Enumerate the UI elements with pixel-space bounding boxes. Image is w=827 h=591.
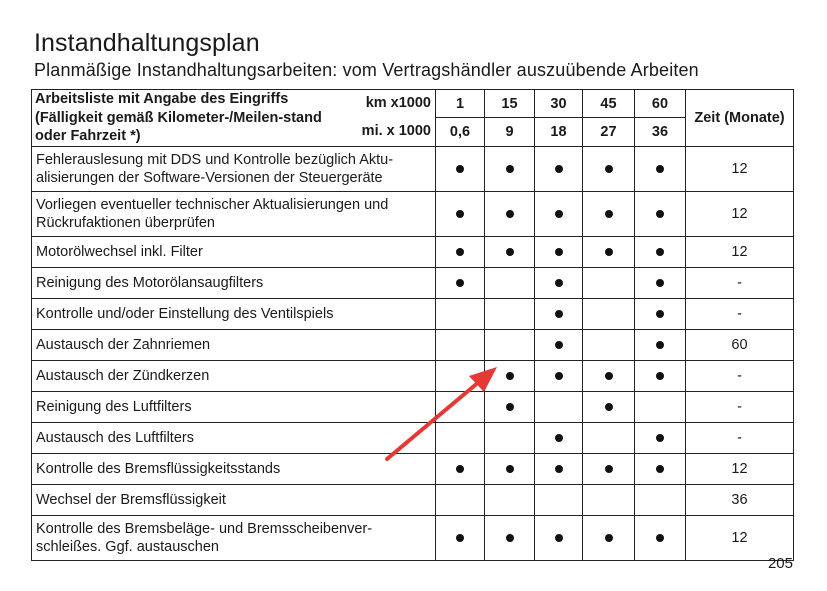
time-months-cell: 12 [686, 236, 794, 267]
interval-cell [635, 391, 686, 422]
table-row [32, 146, 794, 191]
header-description: Arbeitsliste mit Angabe des Eingriffs (Fälligkeit gemäß Kilometer-/Meilen-stand oder Fahrzeit *) [35, 91, 322, 144]
page-subtitle: Planmäßige Instandhaltungsarbeiten: vom Vertragshändler auszuübende Arbeiten [34, 60, 699, 80]
bullet-dot-icon [456, 248, 464, 256]
interval-cell [583, 191, 635, 236]
interval-cell [535, 236, 583, 267]
header-km-label: km x1000 [365, 95, 431, 111]
interval-cell [583, 484, 635, 515]
bullet-dot-icon [656, 534, 664, 542]
time-months-cell: - [686, 391, 794, 422]
bullet-dot-icon [555, 465, 563, 473]
table-row [32, 236, 794, 267]
time-months-cell: 12 [686, 515, 794, 560]
interval-cell [535, 146, 583, 191]
interval-cell [535, 298, 583, 329]
interval-cell [485, 191, 535, 236]
bullet-dot-icon [605, 210, 613, 218]
header-km-value: 15 [485, 90, 535, 118]
header-km-value: 1 [436, 90, 485, 118]
table-row [32, 191, 794, 236]
bullet-dot-icon [506, 465, 514, 473]
interval-cell [485, 422, 535, 453]
interval-cell [535, 422, 583, 453]
interval-cell [635, 146, 686, 191]
interval-cell [583, 453, 635, 484]
interval-cell [485, 298, 535, 329]
time-months-cell: 12 [686, 146, 794, 191]
header-time-label: Zeit (Monate) [686, 90, 794, 147]
interval-cell [535, 391, 583, 422]
table-row [32, 298, 794, 329]
time-months-cell: 60 [686, 329, 794, 360]
task-description: Motorölwechsel inkl. Filter [32, 236, 436, 267]
bullet-dot-icon [555, 372, 563, 380]
bullet-dot-icon [456, 165, 464, 173]
interval-cell [635, 236, 686, 267]
maintenance-table [31, 89, 794, 561]
bullet-dot-icon [605, 248, 613, 256]
interval-cell [436, 267, 485, 298]
task-description: Austausch der Zahnriemen [32, 329, 436, 360]
interval-cell [583, 391, 635, 422]
bullet-dot-icon [555, 279, 563, 287]
interval-cell [436, 360, 485, 391]
bullet-dot-icon [555, 310, 563, 318]
table-row [32, 360, 794, 391]
bullet-dot-icon [456, 465, 464, 473]
task-description: Kontrolle des Bremsflüssigkeitsstands [32, 453, 436, 484]
bullet-dot-icon [555, 534, 563, 542]
header-km-value: 30 [535, 90, 583, 118]
time-months-cell: 12 [686, 453, 794, 484]
bullet-dot-icon [656, 310, 664, 318]
interval-cell [436, 484, 485, 515]
interval-cell [635, 453, 686, 484]
header-km-value: 60 [635, 90, 686, 118]
interval-cell [436, 298, 485, 329]
bullet-dot-icon [555, 210, 563, 218]
bullet-dot-icon [555, 248, 563, 256]
task-description: Reinigung des Luftfilters [32, 391, 436, 422]
table-row [32, 422, 794, 453]
bullet-dot-icon [656, 434, 664, 442]
interval-cell [635, 298, 686, 329]
time-months-cell: - [686, 267, 794, 298]
interval-cell [635, 422, 686, 453]
interval-cell [535, 267, 583, 298]
bullet-dot-icon [506, 534, 514, 542]
task-description: Kontrolle und/oder Einstellung des Ventilspiels [32, 298, 436, 329]
bullet-dot-icon [656, 210, 664, 218]
task-description: Austausch des Luftfilters [32, 422, 436, 453]
table-row [32, 329, 794, 360]
task-description: Fehlerauslesung mit DDS und Kontrolle bezüglich Aktu-alisierungen der Software-Versionen der Steuergeräte [32, 146, 436, 191]
interval-cell [535, 515, 583, 560]
interval-cell [583, 515, 635, 560]
task-description: Austausch der Zündkerzen [32, 360, 436, 391]
header-km-value: 45 [583, 90, 635, 118]
header-mi-value: 0,6 [436, 118, 485, 146]
interval-cell [635, 515, 686, 560]
bullet-dot-icon [656, 372, 664, 380]
bullet-dot-icon [605, 534, 613, 542]
interval-cell [436, 191, 485, 236]
bullet-dot-icon [506, 165, 514, 173]
interval-cell [535, 453, 583, 484]
table-row [32, 515, 794, 560]
bullet-dot-icon [656, 279, 664, 287]
interval-cell [583, 236, 635, 267]
bullet-dot-icon [605, 165, 613, 173]
header-mi-value: 18 [535, 118, 583, 146]
bullet-dot-icon [555, 434, 563, 442]
interval-cell [535, 360, 583, 391]
maintenance-table-body [32, 146, 794, 560]
bullet-dot-icon [656, 248, 664, 256]
header-description-cell [32, 90, 436, 147]
interval-cell [485, 484, 535, 515]
interval-cell [436, 329, 485, 360]
interval-cell [436, 422, 485, 453]
task-description: Vorliegen eventueller technischer Aktualisierungen und Rückrufaktionen überprüfen [32, 191, 436, 236]
bullet-dot-icon [605, 372, 613, 380]
bullet-dot-icon [555, 341, 563, 349]
interval-cell [535, 484, 583, 515]
task-description: Wechsel der Bremsflüssigkeit [32, 484, 436, 515]
bullet-dot-icon [506, 248, 514, 256]
interval-cell [485, 267, 535, 298]
bullet-dot-icon [456, 534, 464, 542]
bullet-dot-icon [656, 341, 664, 349]
task-description: Reinigung des Motorölansaugfilters [32, 267, 436, 298]
bullet-dot-icon [656, 165, 664, 173]
task-description: Kontrolle des Bremsbeläge- und Bremsscheibenver-schleißes. Ggf. austauschen [32, 515, 436, 560]
page-title: Instandhaltungsplan [34, 29, 260, 57]
header-mi-label: mi. x 1000 [361, 122, 431, 139]
interval-cell [583, 360, 635, 391]
interval-cell [436, 515, 485, 560]
interval-cell [436, 236, 485, 267]
interval-cell [583, 298, 635, 329]
bullet-dot-icon [555, 165, 563, 173]
interval-cell [583, 267, 635, 298]
interval-cell [583, 329, 635, 360]
header-mi-value: 36 [635, 118, 686, 146]
time-months-cell: - [686, 422, 794, 453]
interval-cell [485, 329, 535, 360]
table-row [32, 267, 794, 298]
time-months-cell: - [686, 360, 794, 391]
header-mi-value: 9 [485, 118, 535, 146]
bullet-dot-icon [506, 372, 514, 380]
interval-cell [485, 391, 535, 422]
interval-cell [635, 484, 686, 515]
interval-cell [436, 391, 485, 422]
bullet-dot-icon [605, 465, 613, 473]
interval-cell [635, 360, 686, 391]
interval-cell [485, 236, 535, 267]
time-months-cell: - [686, 298, 794, 329]
bullet-dot-icon [506, 403, 514, 411]
page-number: 205 [767, 555, 793, 572]
time-months-cell: 36 [686, 484, 794, 515]
interval-cell [583, 146, 635, 191]
bullet-dot-icon [656, 465, 664, 473]
interval-cell [485, 515, 535, 560]
time-months-cell: 12 [686, 191, 794, 236]
table-row [32, 484, 794, 515]
bullet-dot-icon [456, 210, 464, 218]
interval-cell [535, 191, 583, 236]
interval-cell [635, 191, 686, 236]
bullet-dot-icon [605, 403, 613, 411]
interval-cell [485, 453, 535, 484]
interval-cell [436, 453, 485, 484]
interval-cell [635, 267, 686, 298]
interval-cell [583, 422, 635, 453]
interval-cell [485, 360, 535, 391]
bullet-dot-icon [506, 210, 514, 218]
interval-cell [485, 146, 535, 191]
table-row [32, 453, 794, 484]
interval-cell [535, 329, 583, 360]
header-mi-value: 27 [583, 118, 635, 146]
table-row [32, 391, 794, 422]
bullet-dot-icon [456, 279, 464, 287]
interval-cell [635, 329, 686, 360]
interval-cell [436, 146, 485, 191]
